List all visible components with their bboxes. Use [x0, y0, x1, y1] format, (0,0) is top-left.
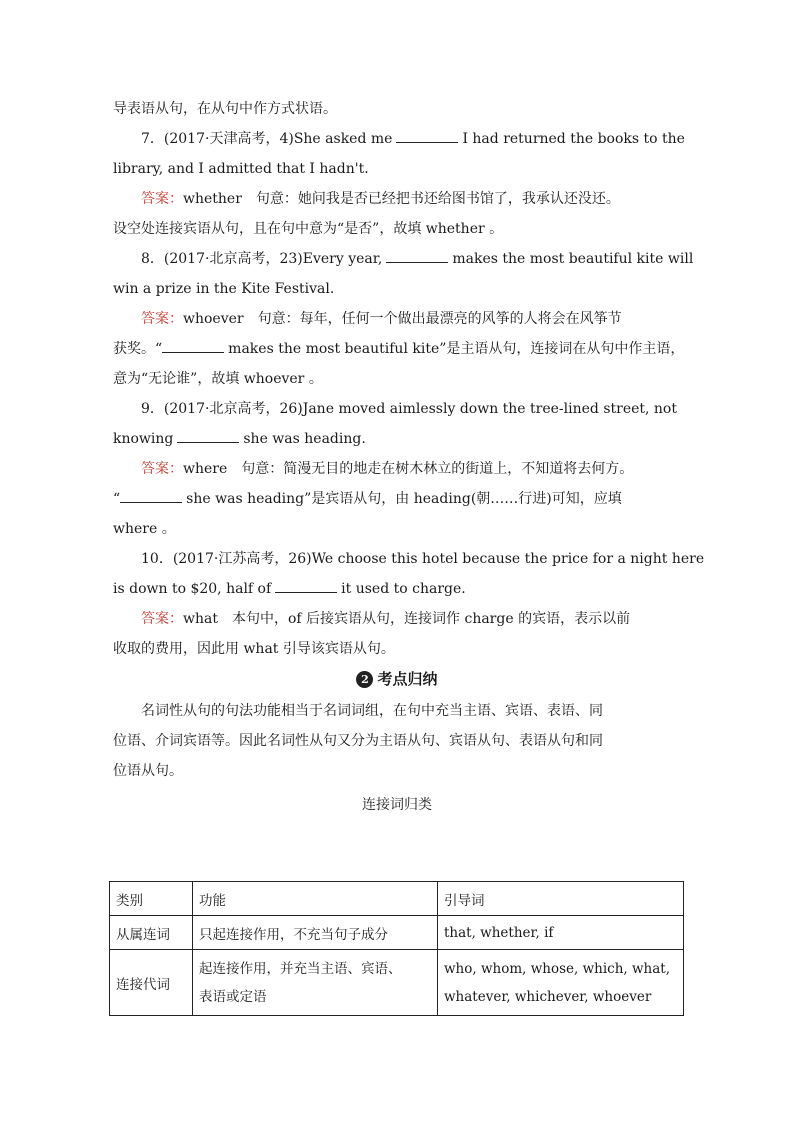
paragraph-line-2: 位语、介词宾语等。因此名词性从句又分为主语从句、宾语从句、表语从句和同: [113, 733, 603, 749]
explanation-part: makes the most beautiful kite”是主语从句，连接词在从句中作主语，: [228, 341, 685, 357]
answer-text: whether 句意：她问我是否已经把书还给图书馆了，我承认还没还。: [183, 191, 620, 207]
table-cell-function: [193, 950, 438, 1016]
question-8-prefix: 8．(2017·北京高考，23)Every year,: [141, 251, 383, 267]
question-10-line-2: [113, 574, 681, 604]
question-7-suffix: I had returned the books to the: [462, 131, 685, 147]
paragraph-line-3: 位语从句。: [113, 763, 183, 779]
question-9-explanation-1: [113, 484, 681, 514]
cell-line: 表语或定语: [199, 988, 267, 1005]
answer-blank: [275, 578, 337, 593]
question-9-text: knowing: [113, 431, 174, 447]
table-caption: 连接词归类: [362, 797, 432, 813]
answer-blank: [386, 248, 448, 263]
explanation-part: 获奖。“: [113, 341, 163, 357]
section-heading: [113, 664, 681, 696]
question-9-explanation-2: where 。: [113, 521, 176, 537]
table-row: [110, 916, 684, 950]
answer-label: 答案：: [141, 191, 183, 207]
answer-label: 答案：: [141, 461, 183, 477]
answer-blank: [177, 428, 239, 443]
question-10-text: is down to $20, half of: [113, 581, 272, 597]
question-10-explanation: 收取的费用，因此用 what 引导该宾语从句。: [113, 641, 395, 657]
question-8-explanation-2: 意为“无论谁”，故填 whoever 。: [113, 371, 323, 387]
explanation-part: “: [113, 491, 121, 507]
table-cell-function: 只起连接作用，不充当句子成分: [193, 916, 438, 950]
section-title: 考点归纳: [377, 670, 438, 688]
cell-line: who, whom, whose, which, what,: [444, 960, 671, 977]
answer-label: 答案：: [141, 311, 183, 327]
answer-blank: [162, 338, 224, 353]
answer-blank: [120, 488, 182, 503]
table-header-cell: 引导词: [438, 882, 684, 916]
answer-label: 答案：: [141, 611, 183, 627]
question-8-answer: [113, 304, 681, 334]
table-header-cell: 类别: [110, 882, 193, 916]
cell-line: 起连接作用，并充当主语、宾语、: [199, 960, 402, 977]
explanation-part: she was heading”是宾语从句，由 heading(朝……行进)可知，应填: [186, 491, 622, 507]
question-10-text: it used to charge.: [341, 581, 466, 597]
answer-blank: [396, 128, 458, 143]
section-number-badge: 2: [356, 671, 373, 688]
answer-text: whoever 句意：每年，任何一个做出最漂亮的风筝的人将会在风筝节: [183, 311, 622, 327]
question-9-answer: [113, 454, 681, 484]
question-9-line-2: [113, 424, 681, 454]
question-7-explanation: 设空处连接宾语从句，且在句中意为“是否”，故填 whether 。: [113, 221, 504, 237]
question-9-text: she was heading.: [243, 431, 366, 447]
question-7-answer: [113, 184, 681, 214]
table-cell-category: 从属连词: [110, 916, 193, 950]
question-7-line-1: [113, 124, 685, 154]
question-10-answer: [113, 604, 681, 634]
answer-text: what 本句中，of 后接宾语从句，连接词作 charge 的宾语，表示以前: [183, 611, 631, 627]
connectives-table: [109, 881, 684, 1016]
table-cell-words: [438, 950, 684, 1016]
question-8-suffix: makes the most beautiful kite will: [452, 251, 694, 267]
question-8-line-2: win a prize in the Kite Festival.: [113, 281, 335, 297]
question-9-line-1: 9．(2017·北京高考，26)Jane moved aimlessly down the tree-lined street, not: [141, 401, 677, 417]
table-row: [110, 950, 684, 1016]
document-page: [113, 94, 705, 824]
paragraph-line-1: 名词性从句的句法功能相当于名词词组，在句中充当主语、宾语、表语、同: [141, 703, 603, 719]
table-cell-words: that, whether, if: [438, 916, 684, 950]
question-8-explanation-1: [113, 334, 685, 364]
question-10-line-1: 10．(2017·江苏高考，26)We choose this hotel because the price for a night here: [141, 551, 705, 567]
question-7-prefix: 7．(2017·天津高考，4)She asked me: [141, 131, 393, 147]
question-8-line-1: [113, 244, 694, 274]
intro-line: 导表语从句，在从句中作方式状语。: [113, 101, 337, 117]
table-header-cell: 功能: [193, 882, 438, 916]
answer-text: where 句意：简漫无目的地走在树木林立的街道上，不知道将去何方。: [183, 461, 634, 477]
question-7-line-2: library, and I admitted that I hadn't.: [113, 161, 369, 177]
table-header-row: [110, 882, 684, 916]
cell-line: whatever, whichever, whoever: [444, 988, 652, 1005]
table-cell-category: 连接代词: [110, 950, 193, 1016]
